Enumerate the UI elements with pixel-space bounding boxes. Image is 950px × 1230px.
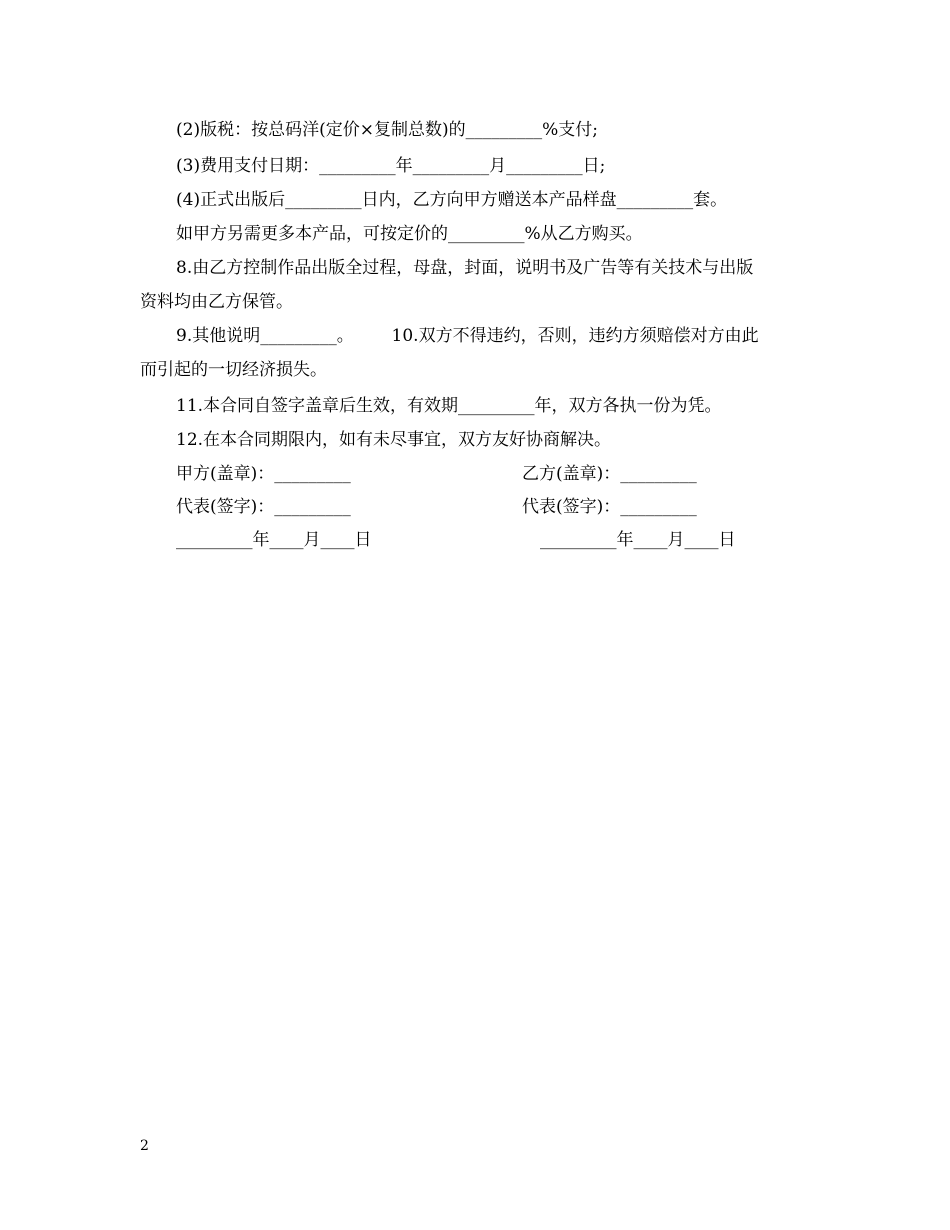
party-b-representative-field: 代表(签字)：_________ — [522, 497, 697, 517]
party-a-date-field: _________年____月____日 — [176, 530, 372, 550]
party-b-date-field: _________年____月____日 — [540, 530, 736, 550]
clause-11: 11.本合同自签字盖章后生效，有效期_________年，双方各执一份为凭。 — [176, 396, 722, 416]
clause-12: 12.在本合同期限内，如有未尽事宜，双方友好协商解决。 — [176, 430, 612, 450]
clause-8-line-1: 8.由乙方控制作品出版全过程，母盘，封面，说明书及广告等有关技术与出版 — [176, 258, 754, 278]
clause-royalty: (2)版税：按总码洋(定价×复制总数)的_________%支付; — [176, 120, 598, 140]
clause-10-line-2: 而引起的一切经济损失。 — [140, 360, 327, 380]
party-a-seal-field: 甲方(盖章)：_________ — [176, 464, 351, 484]
clause-extra-purchase: 如甲方另需更多本产品，可按定价的_________%从乙方购买。 — [176, 224, 643, 244]
clause-payment-date: (3)费用支付日期：_________年_________月_________日; — [176, 156, 606, 176]
party-a-representative-field: 代表(签字)：_________ — [176, 497, 351, 517]
clause-sample-copies: (4)正式出版后_________日内，乙方向甲方赠送本产品样盘_________套。 — [176, 190, 728, 210]
party-b-seal-field: 乙方(盖章)：_________ — [522, 464, 697, 484]
page-number: 2 — [140, 1138, 149, 1154]
clause-9-10-line-1: 9.其他说明_________。 10.双方不得违约，否则，违约方须赔偿对方由此 — [176, 326, 759, 346]
clause-8-line-2: 资料均由乙方保管。 — [140, 292, 293, 312]
